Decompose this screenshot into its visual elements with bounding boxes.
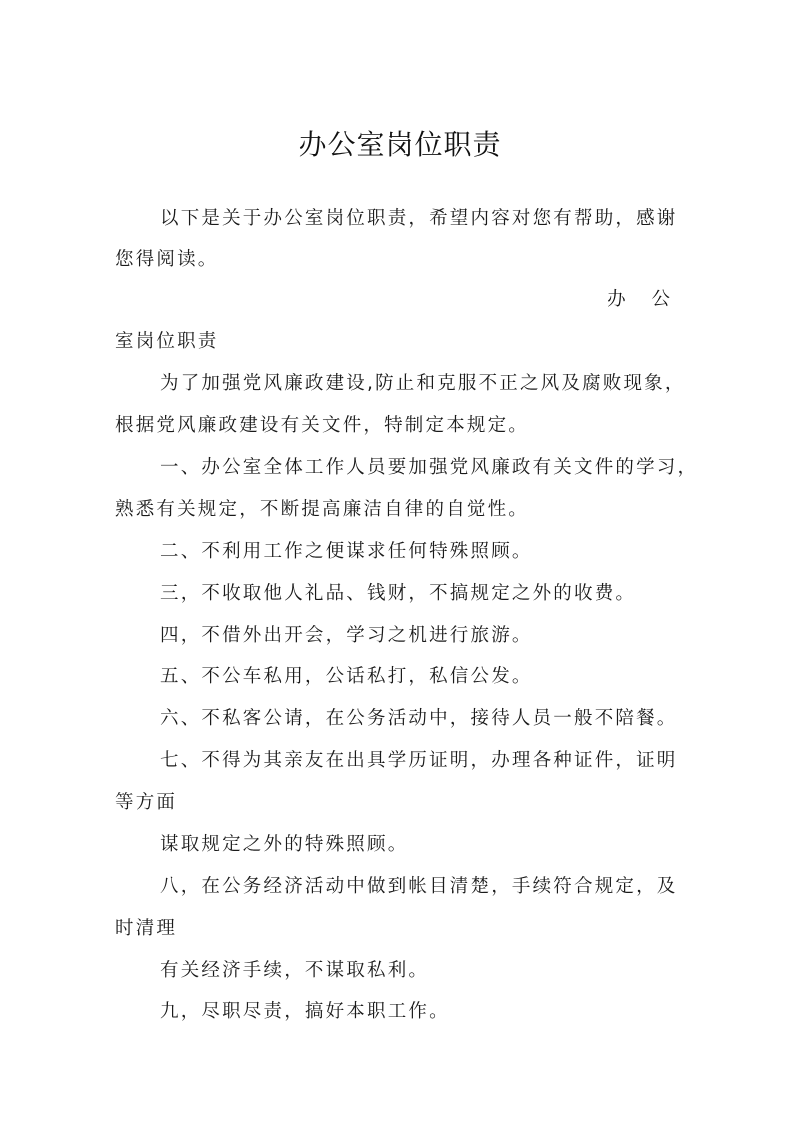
paragraph-1-line-2: 根据党风廉政建设有关文件，特制定本规定。 [115, 415, 530, 436]
item-7-line-2: 等方面 [115, 792, 178, 813]
item-7-line-1: 七、不得为其亲友在出具学历证明，办理各种证件，证明 [160, 750, 678, 771]
item-2: 二、不利用工作之便谋求任何特殊照顾。 [160, 541, 533, 562]
item-5: 五、不公车私用，公话私打，私信公发。 [160, 666, 533, 687]
paragraph-1-line-1: 为了加强党风廉政建设,防止和克服不正之风及腐败现象， [160, 373, 686, 394]
item-3: 三，不收取他人礼品、钱财，不搞规定之外的收费。 [160, 583, 637, 604]
item-8-line-3: 有关经济手续，不谋取私利。 [160, 960, 430, 981]
item-4: 四，不借外出开会，学习之机进行旅游。 [160, 625, 533, 646]
item-9: 九，尽职尽责，搞好本职工作。 [160, 1001, 450, 1022]
item-8-line-2: 时清理 [115, 918, 178, 939]
document-title: 办公室岗位职责 [298, 128, 502, 161]
intro-line-1: 以下是关于办公室岗位职责，希望内容对您有帮助，感谢 [160, 208, 678, 229]
item-1-line-1: 一、办公室全体工作人员要加强党风廉政有关文件的学习， [160, 457, 699, 478]
signature-line-1: 办 公 [607, 289, 680, 310]
item-1-line-2: 熟悉有关规定，不断提高廉洁自律的自觉性。 [115, 499, 530, 520]
item-6: 六、不私客公请，在公务活动中，接待人员一般不陪餐。 [160, 708, 678, 729]
item-8-line-1: 八，在公务经济活动中做到帐目清楚，手续符合规定，及 [160, 876, 678, 897]
intro-line-2: 您得阅读。 [115, 249, 219, 270]
signature-line-2: 室岗位职责 [115, 331, 219, 352]
item-7-line-3: 谋取规定之外的特殊照顾。 [160, 834, 409, 855]
